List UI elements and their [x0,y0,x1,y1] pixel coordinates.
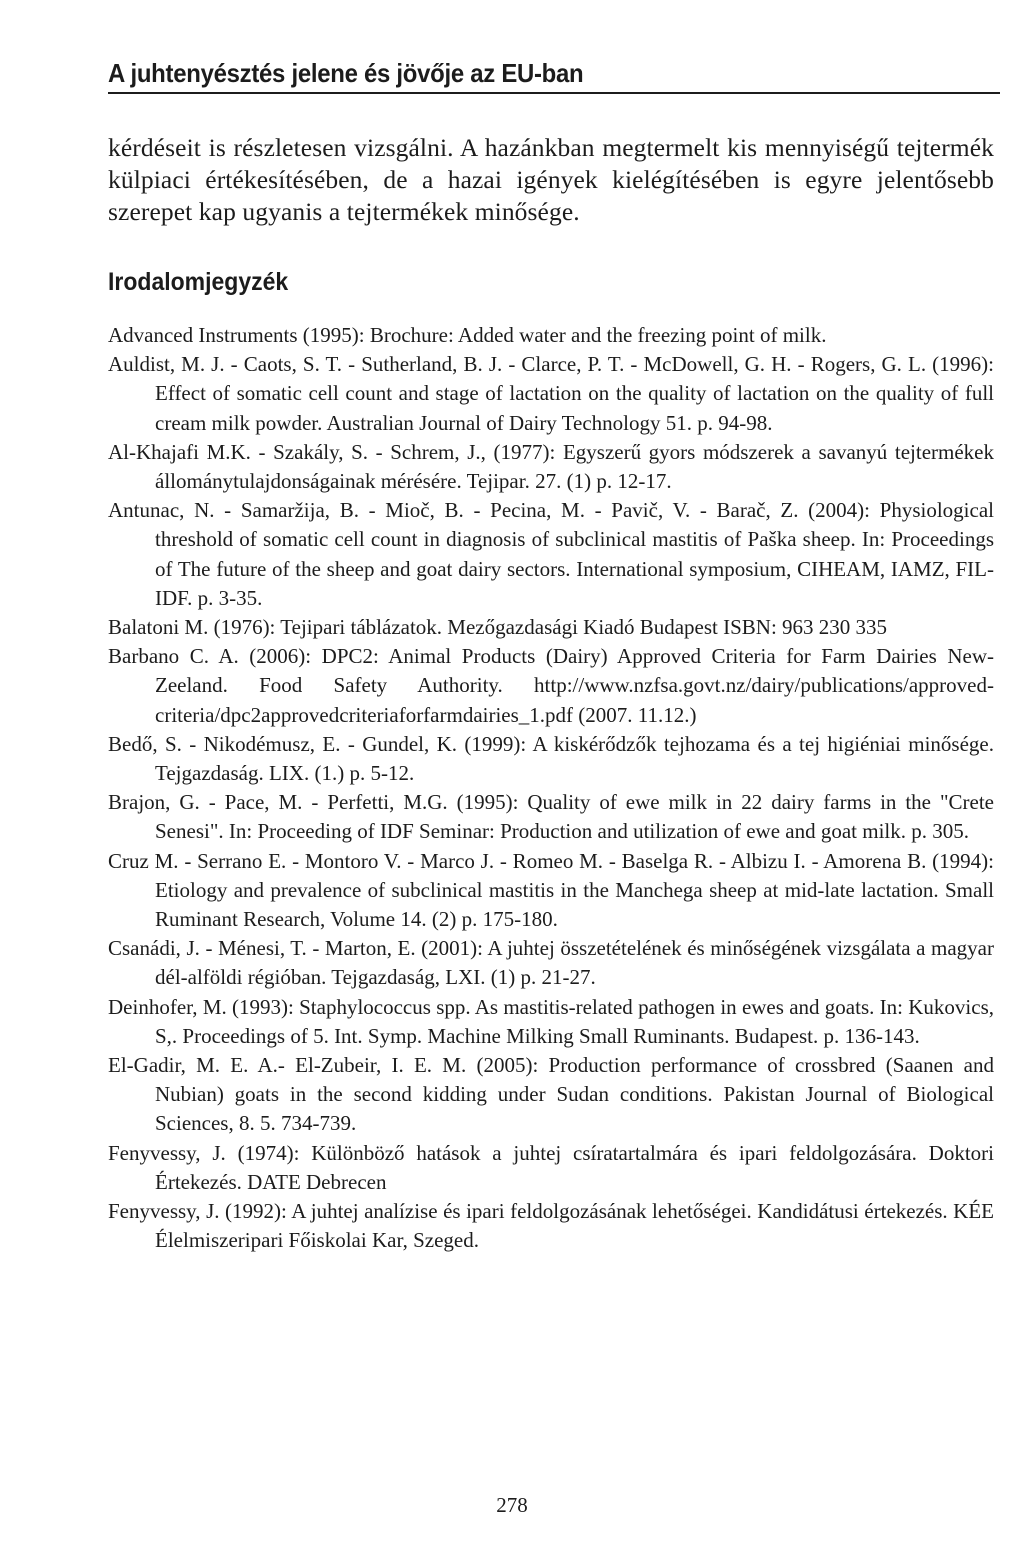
reference-item: Fenyvessy, J. (1992): A juhtej analízise és ipari feldolgozásának lehetőségei. Kandidátusi értekezés. KÉE Élelmiszeripari Főiskolai Kar, Szeged. [108,1199,994,1253]
reference-item: Barbano C. A. (2006): DPC2: Animal Products (Dairy) Approved Criteria for Farm Dairies New-Zeeland. Food Safety Authority. http://www.nzfsa.govt.nz/dairy/publications/approved-criteria/dpc2approvedcriteriaforfarmdairies_1.pdf (2007. 11.12.) [108,644,994,727]
reference-item: Antunac, N. - Samaržija, B. - Mioč, B. - Pecina, M. - Pavič, V. - Barač, Z. (2004): Physiological threshold of somatic cell count in diagnosis of subclinical mastitis of Paška sheep. In: Proceedings of The future of the sheep and goat dairy sectors. International symposium, CIHEAM, IAMZ, FIL-IDF. p. 3-35. [108,498,994,610]
reference-item: Cruz M. - Serrano E. - Montoro V. - Marco J. - Romeo M. - Baselga R. - Albizu I. - Amorena B. (1994): Etiology and prevalence of subclinical mastitis in the Manchega sheep at mid-late lactation. Small Ruminant Research, Volume 14. (2) p. 175-180. [108,848,994,932]
running-header: A juhtenyésztés jelene és jövője az EU-ban [108,58,584,88]
intro-paragraph: kérdéseit is részletesen vizsgálni. A hazánkban megtermelt kis mennyiségű tejtermék külpiaci értékesítésében, de a hazai igények kielégítésében is egyre jelentősebb szerepet kap ugyanis a tejtermékek minősége. [108,133,994,226]
page-number: 278 [496,1493,528,1517]
reference-item: Fenyvessy, J. (1974): Különböző hatások a juhtej csíratartalmára és ipari feldolgozására. Doktori Értekezés. DATE Debrecen [108,1140,994,1194]
reference-item: Bedő, S. - Nikodémusz, E. - Gundel, K. (1999): A kiskérődzők tejhozama és a tej higiéniai minősége. Tejgazdaság. LIX. (1.) p. 5-12. [108,731,994,786]
reference-item: Brajon, G. - Pace, M. - Perfetti, M.G. (1995): Quality of ewe milk in 22 dairy farms in the "Crete Senesi". In: Proceeding of IDF Seminar: Production and utilization of ewe and goat milk. p. 305. [108,790,994,844]
reference-item: El-Gadir, M. E. A.- El-Zubeir, I. E. M. (2005): Production performance of crossbred (Saanen and Nubian) goats in the second kidding under Sudan conditions. Pakistan Journal of Biological Sciences, 8. 5. 734-739. [108,1053,994,1136]
reference-item: Balatoni M. (1976): Tejipari táblázatok. Mezőgazdasági Kiadó Budapest ISBN: 963 230 335 [108,615,888,640]
reference-item: Csanádi, J. - Ménesi, T. - Marton, E. (2001): A juhtej összetételének és minőségének vizsgálata a magyar dél-alföldi régióban. Tejgazdaság, LXI. (1) p. 21-27. [108,936,994,990]
reference-list [108,321,994,1256]
header-rule [108,92,1000,94]
reference-item: Deinhofer, M. (1993): Staphylococcus spp. As mastitis-related pathogen in ewes and goats. In: Kukovics, S,. Proceedings of 5. Int. Symp. Machine Milking Small Ruminants. Budapest. p. 136-143. [108,994,994,1048]
bibliography-heading: Irodalomjegyzék [108,268,289,296]
reference-item: Auldist, M. J. - Caots, S. T. - Sutherland, B. J. - Clarce, P. T. - McDowell, G. H. - Rogers, G. L. (1996): Effect of somatic cell count and stage of lactation on the quality of lactation on the quality of full cream milk powder. Australian Journal of Dairy Technology 51. p. 94-98. [108,352,994,435]
reference-item: Advanced Instruments (1995): Brochure: Added water and the freezing point of milk. [108,323,827,347]
document-page [108,56,994,1256]
reference-item: Al-Khajafi M.K. - Szakály, S. - Schrem, J., (1977): Egyszerű gyors módszerek a savanyú tejtermékek állománytulajdonságainak mérésére. Tejipar. 27. (1) p. 12-17. [108,439,994,494]
